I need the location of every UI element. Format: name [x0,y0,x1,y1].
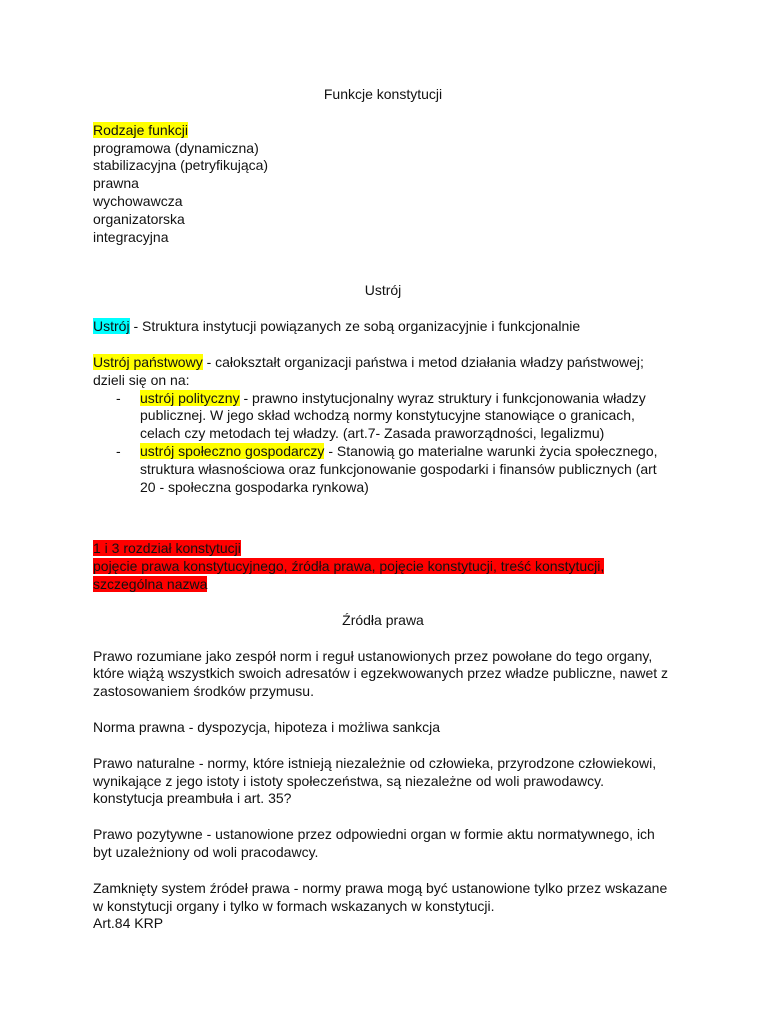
ustroj-definition [93,318,673,336]
ustroj-sub-list [93,390,673,497]
zrodla-paragraph-4: Prawo pozytywne - ustanowione przez odpowiedni organ w formie aktu normatywnego, ich byt uzależniony od woli pracodawcy. [93,826,655,860]
red-highlight-block [93,540,673,593]
ustroj-panstwowy-term: Ustrój państwowy [93,353,203,370]
ustroj-panstwowy [93,354,673,390]
ustroj-gospodarczy-term: ustrój społeczno gospodarczy [140,442,325,459]
ustroj-gospodarczy-text: - Stanowią go materialne warunki życia społecznego, struktura własnościowa oraz funkcjonowanie gospodarki i finansów publicznych (art 20 - społeczna gospodarka rynkowa) [140,442,658,495]
ustroj-polityczny-text: - prawno instytucjonalny wyraz struktury i funkcjonowania władzy publicznej. W jego skład wchodzą normy konstytucyjne stanowiące o granicach, celach czy metodach tej władzy. (art.7- Zasada praworządności, legalizmu) [140,389,646,442]
ustroj-panstwowy-text: - całokształt organizacji państwa i metod działania władzy państwowej; dzieli się on na: [93,353,644,388]
zrodla-paragraph-6: Art.84 KRP [93,915,164,932]
zrodla-paragraph-2: Norma prawna - dyspozycja, hipoteza i możliwa sankcja [93,718,441,735]
list-item [93,443,673,496]
functions-item: programowa (dynamiczna) [93,139,259,156]
functions-item: stabilizacyjna (petryfikująca) [93,157,269,174]
ustroj-heading: Ustrój [364,282,402,299]
list-dash: - [116,389,121,406]
ustroj-polityczny-term: ustrój polityczny [140,389,240,406]
document-body [93,86,673,933]
ustroj-definition-text: - Struktura instytucji powiązanych ze sobą organizacyjnie i funkcjonalnie [129,318,581,335]
zrodla-heading: Źródła prawa [342,611,424,628]
zrodla-section [93,612,673,933]
functions-item: wychowawcza [93,192,183,209]
functions-item: integracyjna [93,228,169,245]
zrodla-paragraph-3: Prawo naturalne - normy, które istnieją niezależnie od człowieka, przyrodzone człowiekowi, wynikające z jego istoty i istoty społeczeństwa, są niezależne od woli prawodawcy. konstytucja preambuła i art. 35? [93,754,657,807]
ustroj-term: Ustrój [93,318,130,335]
zrodla-paragraph-5: Zamknięty system źródeł prawa - normy prawa mogą być ustanowione tylko przez wskazane w konstytucji organy i tylko w formach wskazanych w konstytucji. [93,879,668,914]
ustroj-section [93,282,673,496]
red-line-2: pojęcie prawa konstytucyjnego, źródła prawa, pojęcie konstytucji, treść konstytucji, [93,558,605,575]
zrodla-paragraph-1: Prawo rozumiane jako zespół norm i reguł ustanowionych przez powołane do tego organy, które wiążą wszystkich swoich adresatów i egzekwowanych przez władze publiczne, nawet z zastosowaniem środków przymusu. [93,647,669,700]
list-dash: - [116,442,121,459]
functions-section [93,122,673,247]
red-line-3: szczególna nazwa [93,575,208,592]
functions-item: prawna [93,175,139,192]
red-line-1: 1 i 3 rozdział konstytucji [93,540,241,557]
functions-item: organizatorska [93,210,185,227]
page-title: Funkcje konstytucji [323,86,443,102]
list-item [93,390,673,443]
functions-heading: Rodzaje funkcji [93,121,188,138]
